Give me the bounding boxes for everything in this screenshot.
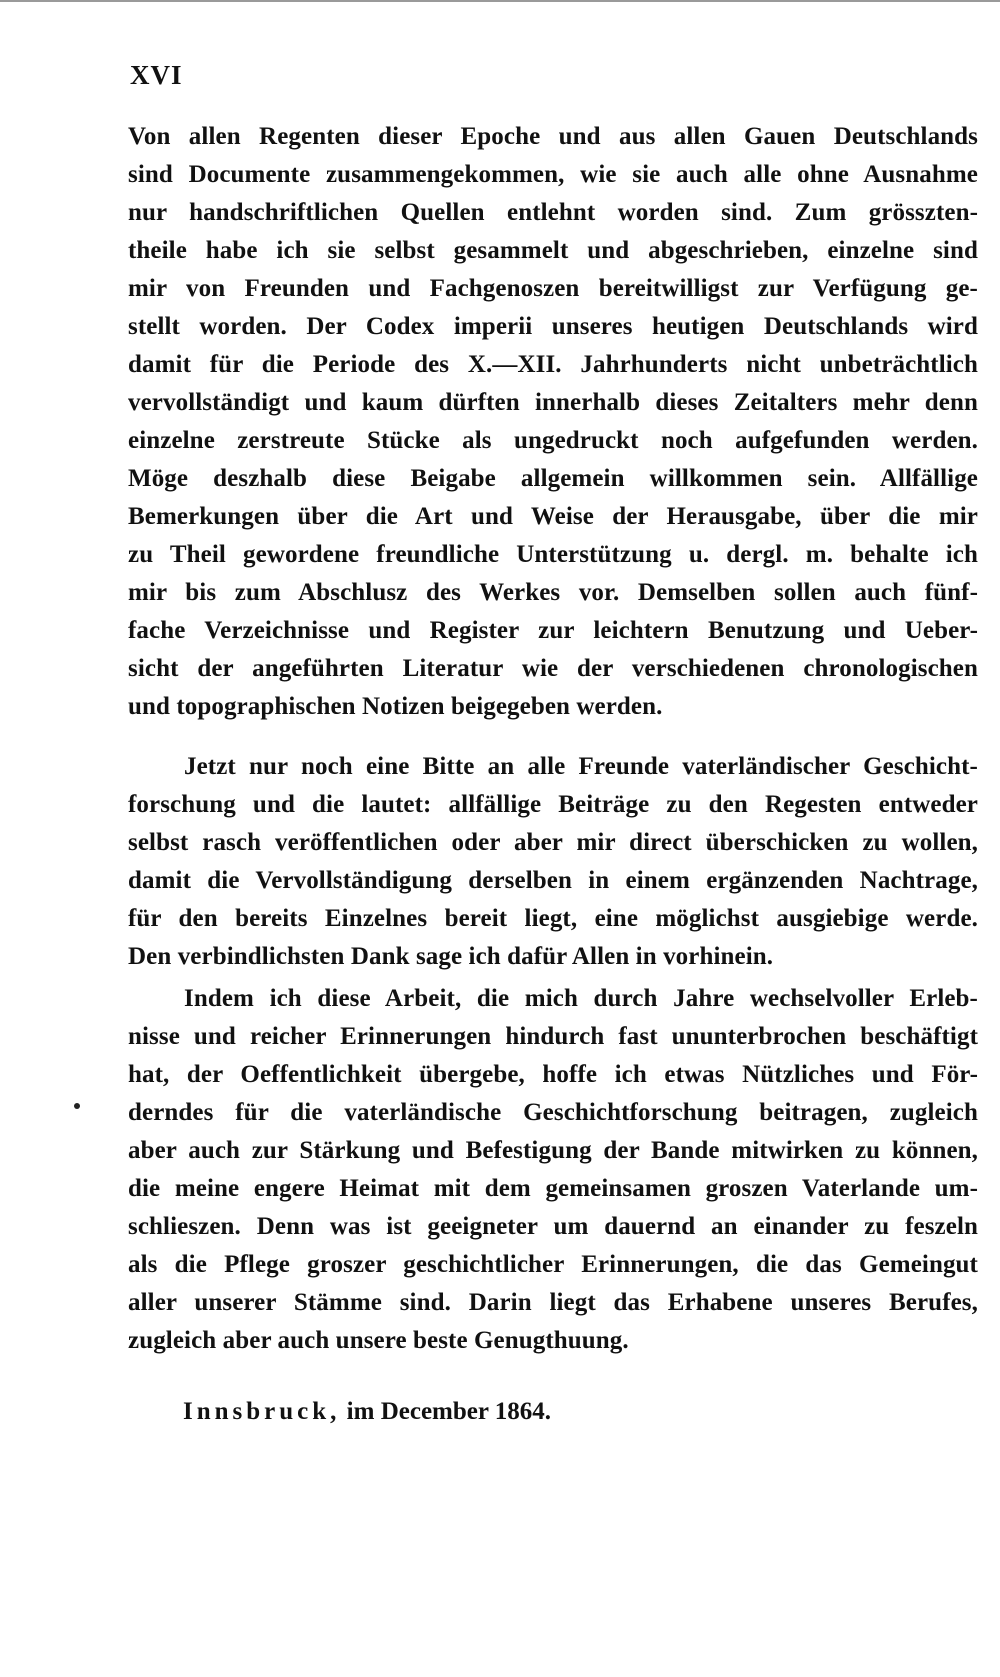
text-line: hat, der Oeffentlichkeit übergebe, hoffe ich etwas Nützliches und För- — [128, 1061, 978, 1088]
text-line: Jetzt nur noch eine Bitte an alle Freunde vaterländischer Geschicht- — [184, 753, 978, 780]
text-line: Indem ich diese Arbeit, die mich durch Jahre wechselvoller Erleb- — [184, 985, 978, 1012]
text-line: Den verbindlichsten Dank sage ich dafür Allen in vorhinein. — [128, 943, 774, 970]
text-line: stellt worden. Der Codex imperii unseres heutigen Deutschlands wird — [128, 313, 978, 340]
text-line: schlieszen. Denn was ist geeigneter um dauernd an einander zu feszeln — [128, 1213, 978, 1240]
text-line: damit die Vervollständigung derselben in einem ergänzenden Nachtrage, — [128, 867, 978, 894]
text-line: zu Theil gewordene freundliche Unterstützung u. dergl. m. behalte ich — [128, 541, 978, 568]
signature-line — [183, 1398, 551, 1426]
text-line: derndes für die vaterländische Geschichtforschung beitragen, zugleich — [128, 1099, 978, 1126]
margin-dot-mark — [74, 1103, 80, 1109]
paragraph-2 — [128, 748, 978, 976]
text-line: sicht der angeführten Literatur wie der verschiedenen chronologischen — [128, 655, 978, 682]
text-line: nisse und reicher Erinnerungen hindurch fast ununterbrochen beschäftigt — [128, 1023, 978, 1050]
paragraph-1 — [128, 118, 978, 726]
text-line: nur handschriftlichen Quellen entlehnt worden sind. Zum grösszten- — [128, 199, 978, 226]
text-line: theile habe ich sie selbst gesammelt und abgeschrieben, einzelne sind — [128, 237, 978, 264]
text-line: einzelne zerstreute Stücke als ungedruckt noch aufgefunden werden. — [128, 427, 978, 454]
page-number: XVI — [130, 60, 183, 90]
text-line: fache Verzeichnisse und Register zur leichtern Benutzung und Ueber- — [128, 617, 978, 644]
text-line: aber auch zur Stärkung und Befestigung der Bande mitwirken zu können, — [128, 1137, 978, 1164]
text-line: selbst rasch veröffentlichen oder aber mir direct überschicken zu wollen, — [128, 829, 978, 856]
text-line: Möge deszhalb diese Beigabe allgemein willkommen sein. Allfällige — [128, 465, 978, 492]
text-line: mir von Freunden und Fachgenoszen bereitwilligst zur Verfügung ge- — [128, 275, 978, 302]
signature-place: Innsbruck, — [183, 1398, 341, 1425]
text-line: sind Documente zusammengekommen, wie sie auch alle ohne Ausnahme — [128, 161, 978, 188]
signature-date: im December 1864. — [346, 1398, 552, 1425]
text-line: Bemerkungen über die Art und Weise der Herausgabe, über die mir — [128, 503, 978, 530]
text-line: Von allen Regenten dieser Epoche und aus allen Gauen Deutschlands — [128, 123, 978, 150]
text-line: aller unserer Stämme sind. Darin liegt das Erhabene unseres Berufes, — [128, 1289, 978, 1316]
text-line: vervollständigt und kaum dürften innerhalb dieses Zeitalters mehr denn — [128, 389, 978, 416]
text-line: und topographischen Notizen beigegeben werden. — [128, 693, 663, 720]
text-line: forschung und die lautet: allfällige Beiträge zu den Regesten entweder — [128, 791, 978, 818]
text-line: für den bereits Einzelnes bereit liegt, eine möglichst ausgiebige werde. — [128, 905, 978, 932]
text-line: mir bis zum Abschlusz des Werkes vor. Demselben sollen auch fünf- — [128, 579, 978, 606]
text-line: als die Pflege groszer geschichtlicher Erinnerungen, die das Gemeingut — [128, 1251, 978, 1278]
text-line: damit für die Periode des X.—XII. Jahrhunderts nicht unbeträchtlich — [128, 351, 978, 378]
text-line: die meine engere Heimat mit dem gemeinsamen groszen Vaterlande um- — [128, 1175, 978, 1202]
paragraph-3 — [128, 980, 978, 1360]
text-line: zugleich aber auch unsere beste Genugthuung. — [128, 1327, 629, 1354]
top-edge-rule — [0, 0, 1000, 2]
